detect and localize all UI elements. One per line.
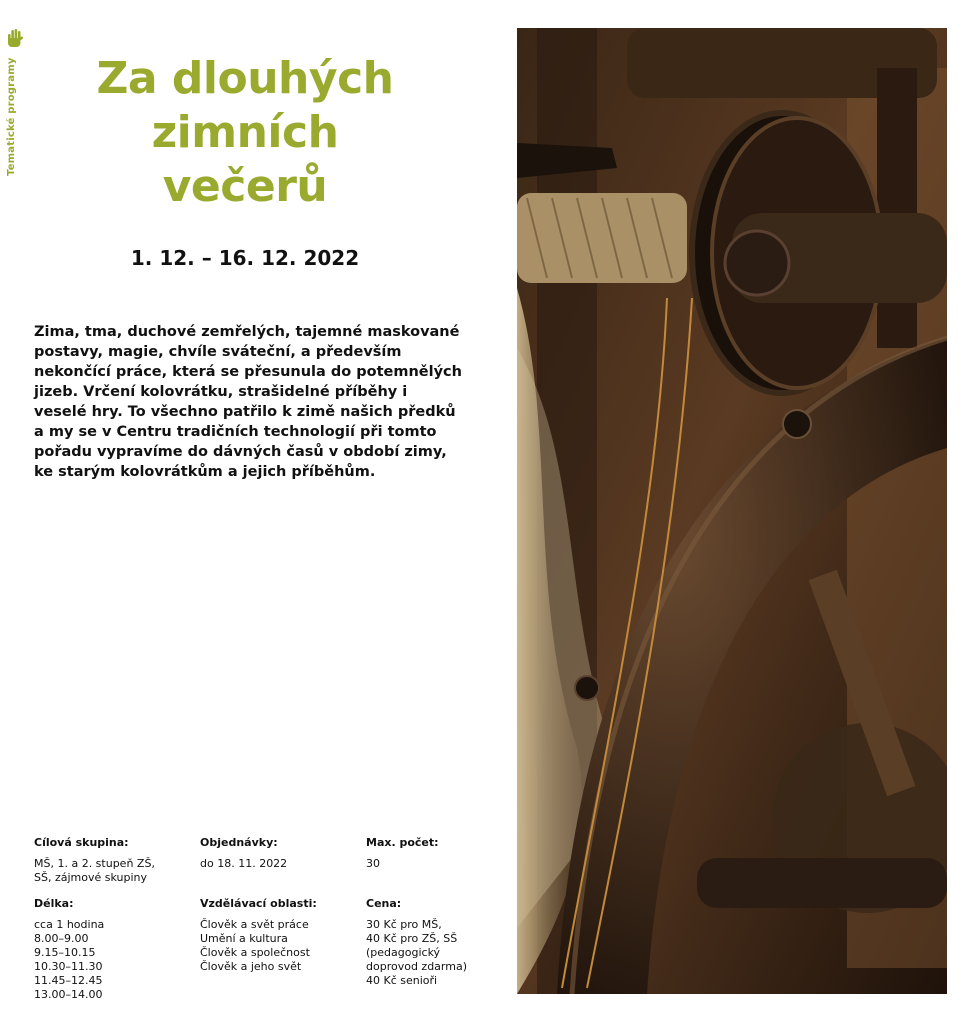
page-title	[80, 52, 410, 214]
price-label: Cena:	[366, 897, 402, 910]
orders-label: Objednávky:	[200, 836, 278, 849]
info-column-price	[366, 836, 506, 988]
title-line: večerů	[162, 161, 328, 212]
duration-label: Délka:	[34, 897, 74, 910]
target-group-value: MŠ, 1. a 2. stupeň ZŠ, SŠ, zájmové skupiny	[34, 857, 155, 884]
education-areas-value: Člověk a svět práce Umění a kultura Člověk a společnost Člověk a jeho svět	[200, 918, 310, 973]
title-line: zimních	[151, 107, 339, 158]
orders-value: do 18. 11. 2022	[200, 857, 288, 870]
event-date: 1. 12. – 16. 12. 2022	[130, 246, 360, 270]
title-line: Za dlouhých	[96, 53, 394, 104]
info-column-target	[34, 836, 194, 1002]
info-column-orders	[200, 836, 360, 974]
price-value: 30 Kč pro MŠ, 40 Kč pro ZŠ, SŠ (pedagogický doprovod zdarma) 40 Kč senioři	[366, 918, 467, 987]
program-description: Zima, tma, duchové zemřelých, tajemné maskované postavy, magie, chvíle sváteční, a především nekončící práce, která se přesunula do potemnělých jizeb. Vrčení kolovrátku, strašidelné příběhy i veselé hry. To všechno patřilo k zimě našich předků a my se v Centru tradičních technologií při tomto pořadu vypravíme do dávných časů v období zimy, ke starým kolovrátkům a jejich příběhům.	[34, 324, 462, 480]
target-group-label: Cílová skupina:	[34, 836, 129, 849]
spinning-wheel-illustration	[517, 28, 947, 994]
hand-icon	[6, 28, 24, 50]
max-count-value: 30	[366, 857, 380, 870]
education-areas-label: Vzdělávací oblasti:	[200, 897, 317, 910]
spinning-wheel-photo	[517, 28, 947, 994]
section-label: Tematické programy	[6, 57, 17, 176]
max-count-label: Max. počet:	[366, 836, 439, 849]
duration-value: cca 1 hodina 8.00–9.00 9.15–10.15 10.30–11.30 11.45–12.45 13.00–14.00	[34, 918, 105, 1001]
